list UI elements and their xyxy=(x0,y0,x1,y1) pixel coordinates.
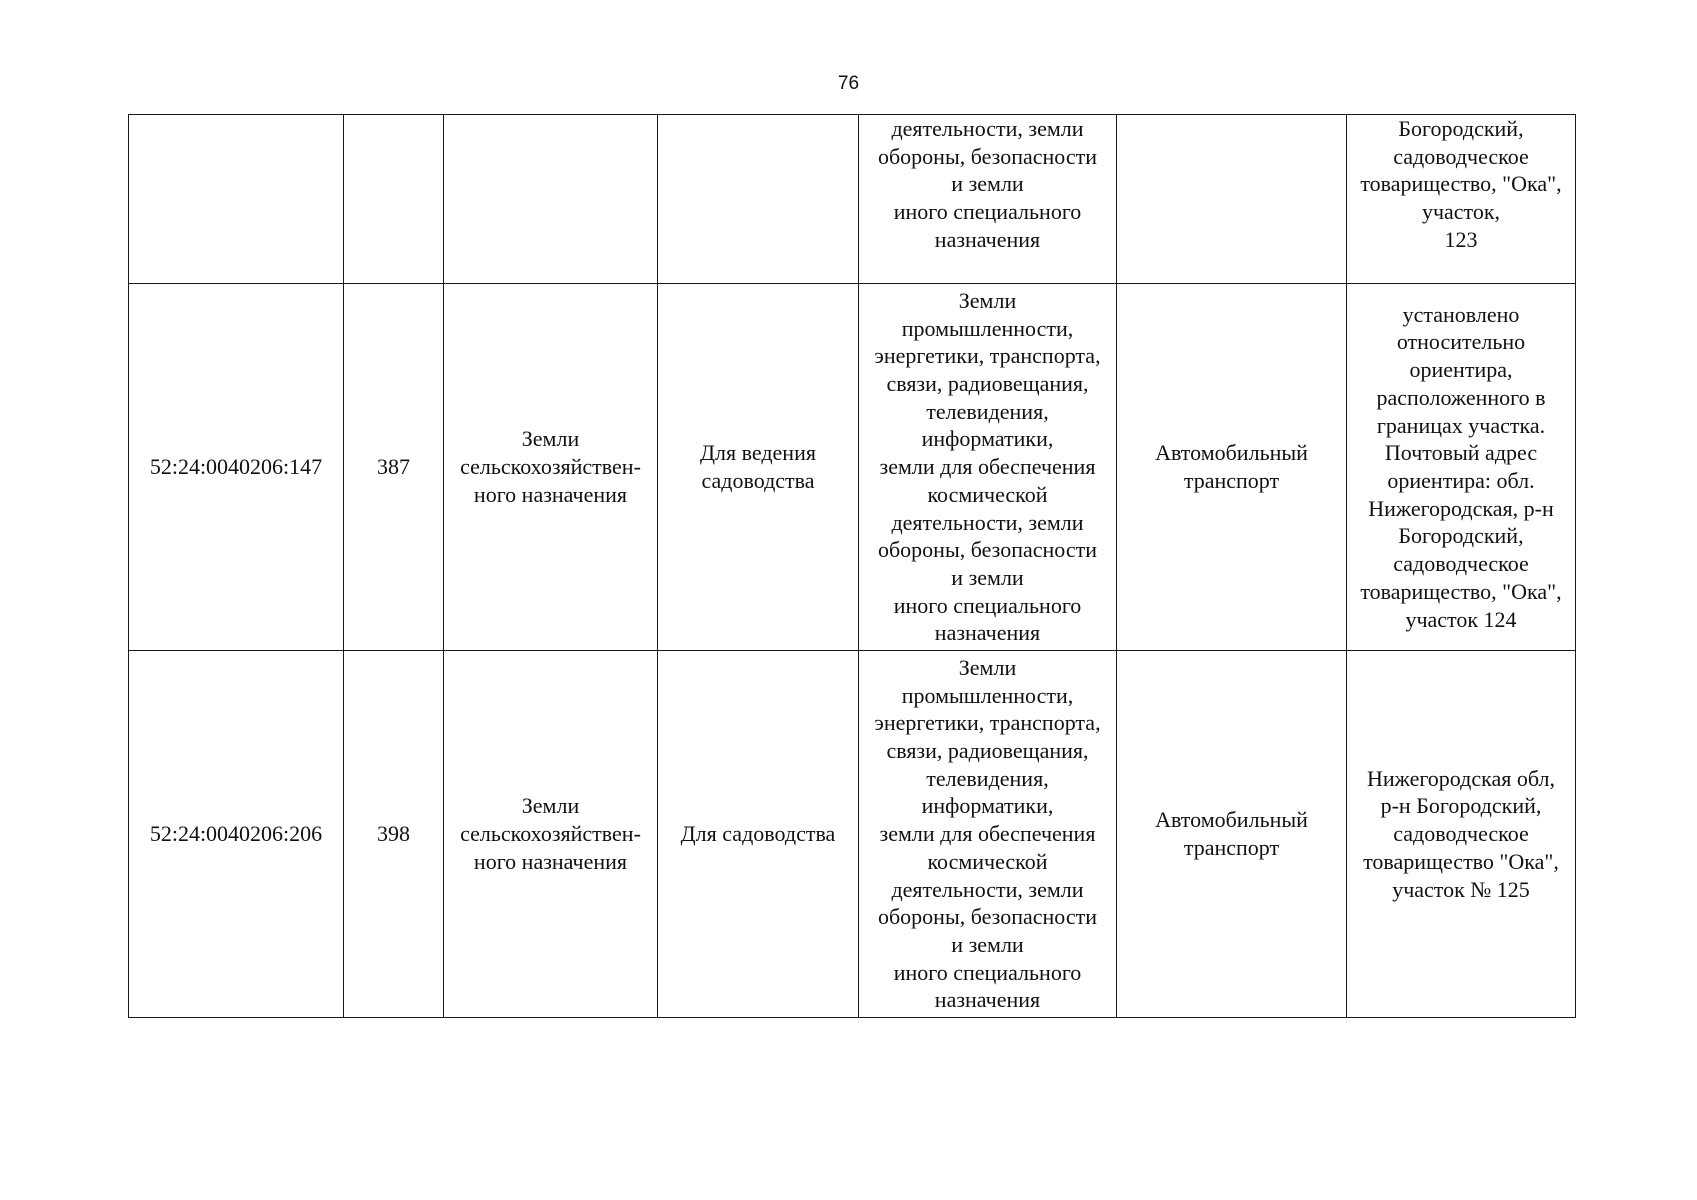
address-cell: Нижегородская обл, р-н Богородский, садоводческое товарищество "Ока", участок № 125 xyxy=(1347,651,1576,1018)
area-cell: 398 xyxy=(344,651,444,1018)
cadastral-number-cell xyxy=(129,115,344,284)
permitted-use-cell: Для садоводства xyxy=(658,651,859,1018)
area-cell: 387 xyxy=(344,284,444,651)
land-category-cell xyxy=(444,115,658,284)
area-cell xyxy=(344,115,444,284)
table-row xyxy=(129,651,1576,1018)
land-category-cell: Земли сельскохозяйствен- ного назначения xyxy=(444,651,658,1018)
purpose-cell xyxy=(1117,115,1347,284)
permitted-use-cell: Для ведения садоводства xyxy=(658,284,859,651)
land-category-cell: Земли сельскохозяйствен- ного назначения xyxy=(444,284,658,651)
table-row xyxy=(129,284,1576,651)
zone-category-cell: деятельности, земли обороны, безопасности и земли иного специального назначения xyxy=(859,115,1117,284)
table-row xyxy=(129,115,1576,284)
page-number: 76 xyxy=(837,73,860,94)
address-cell: установлено относительно ориентира, расположенного в границах участка. Почтовый адрес ориентира: обл. Нижегородская, р-н Богородский, садоводческое товарищество, "Ока", участок 124 xyxy=(1347,284,1576,651)
zone-category-cell: Земли промышленности, энергетики, транспорта, связи, радиовещания, телевидения, информатики, земли для обеспечения космической деятельности, земли обороны, безопасности и земли иного специального назначения xyxy=(859,284,1117,651)
address-cell: Богородский, садоводческое товарищество, "Ока", участок, 123 xyxy=(1347,115,1576,284)
cadastral-number-cell: 52:24:0040206:147 xyxy=(129,284,344,651)
land-plots-table xyxy=(128,114,1576,1018)
permitted-use-cell xyxy=(658,115,859,284)
purpose-cell: Автомобильный транспорт xyxy=(1117,284,1347,651)
cadastral-number-cell: 52:24:0040206:206 xyxy=(129,651,344,1018)
purpose-cell: Автомобильный транспорт xyxy=(1117,651,1347,1018)
zone-category-cell: Земли промышленности, энергетики, транспорта, связи, радиовещания, телевидения, информатики, земли для обеспечения космической деятельности, земли обороны, безопасности и земли иного специального назначения xyxy=(859,651,1117,1018)
